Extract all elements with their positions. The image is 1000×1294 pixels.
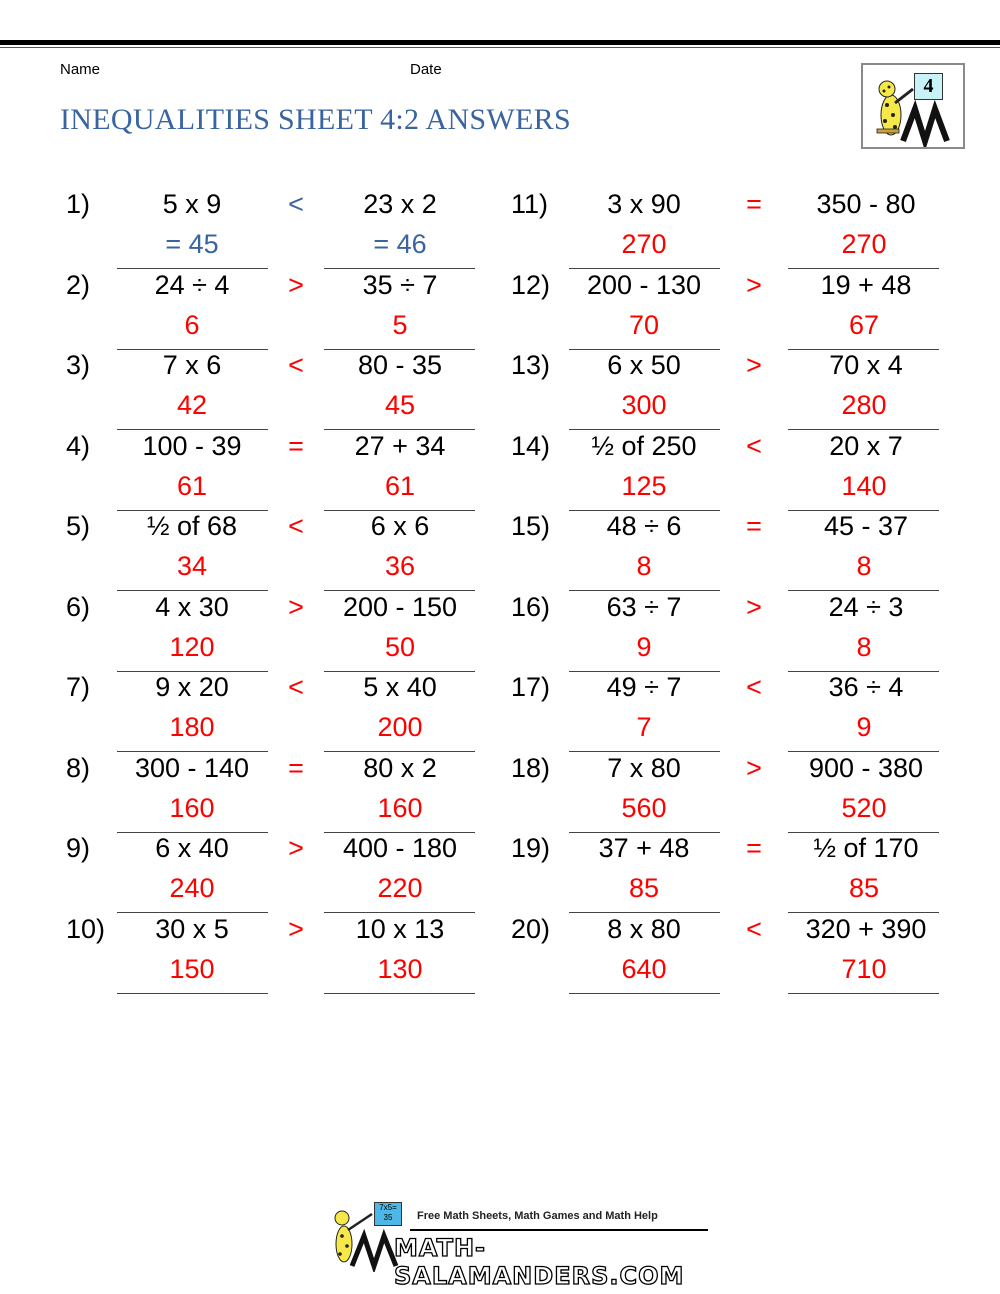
left-value: 6	[184, 309, 200, 340]
salamander-logo	[861, 63, 965, 149]
right-value: 8	[856, 551, 872, 581]
left-value: = 45	[165, 229, 219, 259]
footer-rule	[410, 1229, 708, 1231]
left-value: 34	[176, 551, 208, 581]
comparison-sign: =	[746, 189, 762, 219]
right-expression: 80 - 35	[357, 350, 443, 380]
comparison-sign: >	[288, 591, 304, 622]
problem-number: 4)	[66, 430, 91, 461]
left-value: 120	[169, 631, 215, 662]
problem-number: 7)	[66, 672, 91, 702]
right-expression: 24 ÷ 3	[828, 591, 904, 622]
problem-number: 10)	[66, 913, 106, 944]
comparison-sign: <	[288, 511, 304, 541]
right-value: 140	[841, 470, 887, 501]
right-value: 130	[377, 953, 423, 984]
left-value: 560	[621, 792, 667, 823]
problem-number: 11)	[511, 189, 549, 219]
problem-number: 17)	[511, 672, 551, 702]
comparison-sign: <	[288, 189, 304, 219]
comparison-sign: =	[288, 430, 304, 461]
right-expression: 400 - 180	[342, 833, 458, 863]
comparison-sign: >	[288, 269, 304, 300]
comparison-sign: <	[288, 350, 304, 380]
left-answer-line	[569, 993, 720, 994]
left-expression: 63 ÷ 7	[606, 591, 682, 622]
right-value: = 46	[373, 229, 427, 259]
right-expression: 20 x 7	[829, 430, 903, 461]
left-expression: 3 x 90	[607, 189, 681, 219]
right-value: 160	[377, 792, 423, 823]
right-expression: 80 x 2	[363, 752, 437, 783]
left-expression: 8 x 80	[607, 913, 681, 944]
top-border	[0, 40, 1000, 45]
right-expression: 320 + 390	[805, 913, 927, 944]
problem-number: 13)	[511, 350, 551, 380]
problem-number: 5)	[66, 511, 91, 541]
left-value: 42	[176, 390, 208, 420]
left-expression: 9 x 20	[155, 672, 229, 702]
right-value: 8	[856, 631, 872, 662]
salamander-icon	[863, 65, 963, 147]
top-border-thin	[0, 47, 1000, 48]
right-value: 200	[377, 712, 423, 742]
right-expression: 23 x 2	[363, 189, 437, 219]
comparison-sign: >	[746, 350, 762, 380]
left-value: 270	[621, 229, 667, 259]
right-expression: 19 + 48	[820, 269, 912, 300]
left-expression: 49 ÷ 7	[606, 672, 682, 702]
right-expression: 27 + 34	[354, 430, 446, 461]
left-expression: 4 x 30	[155, 591, 229, 622]
grade-board: 4	[914, 73, 943, 100]
right-value: 36	[384, 551, 416, 581]
problem-number: 15)	[511, 511, 551, 541]
left-value: 180	[169, 712, 215, 742]
left-expression: 5 x 9	[162, 189, 222, 219]
right-expression: 10 x 13	[355, 913, 445, 944]
right-value: 710	[841, 953, 887, 984]
right-expression: 6 x 6	[370, 511, 430, 541]
left-expression: 48 ÷ 6	[606, 511, 682, 541]
comparison-sign: <	[746, 913, 762, 944]
problem-number: 19)	[511, 833, 551, 863]
name-label: Name	[60, 61, 101, 78]
right-expression: 350 - 80	[816, 189, 916, 219]
footer-logo	[322, 1200, 712, 1290]
left-expression: 6 x 40	[155, 833, 229, 863]
left-value: 160	[169, 792, 215, 823]
footer-tagline: Free Math Sheets, Math Games and Math Help	[417, 1210, 658, 1222]
left-value: 9	[636, 631, 652, 662]
comparison-sign: <	[288, 672, 304, 702]
right-value: 220	[377, 873, 423, 903]
left-value: 70	[628, 309, 660, 340]
left-expression: 30 x 5	[155, 913, 229, 944]
left-expression: 200 - 130	[586, 269, 702, 300]
right-answer-line	[788, 993, 939, 994]
comparison-sign: >	[288, 913, 304, 944]
right-value: 9	[856, 712, 872, 742]
footer-site-name: MATH-SALAMANDERS.COM	[394, 1234, 685, 1290]
left-value: 150	[169, 953, 215, 984]
left-value: 640	[621, 953, 667, 984]
comparison-sign: >	[288, 833, 304, 863]
left-value: 300	[621, 390, 667, 420]
left-expression: 7 x 80	[607, 752, 681, 783]
comparison-sign: <	[746, 672, 762, 702]
problem-number: 2)	[66, 269, 91, 300]
comparison-sign: =	[746, 833, 762, 863]
left-value: 7	[636, 712, 652, 742]
problem-number: 18)	[511, 752, 551, 783]
problem-number: 20)	[511, 913, 551, 944]
left-expression: 100 - 39	[142, 430, 242, 461]
comparison-sign: =	[746, 511, 762, 541]
footer-board: 7x5= 35	[374, 1202, 402, 1226]
comparison-sign: >	[746, 591, 762, 622]
right-value: 67	[848, 309, 880, 340]
right-value: 520	[841, 792, 887, 823]
page-title: INEQUALITIES SHEET 4:2 ANSWERS	[60, 103, 571, 136]
left-expression: 37 + 48	[598, 833, 690, 863]
date-label: Date	[410, 61, 442, 78]
right-expression: 35 ÷ 7	[362, 269, 438, 300]
right-value: 45	[384, 390, 416, 420]
problem-number: 16)	[511, 591, 551, 622]
left-value: 240	[169, 873, 215, 903]
left-expression: ½ of 68	[146, 511, 238, 541]
left-value: 8	[636, 551, 652, 581]
right-value: 5	[392, 309, 408, 340]
comparison-sign: <	[746, 430, 762, 461]
left-expression: 7 x 6	[162, 350, 222, 380]
problem-number: 9)	[66, 833, 91, 863]
left-answer-line	[117, 993, 268, 994]
comparison-sign: >	[746, 269, 762, 300]
right-value: 61	[384, 470, 416, 501]
comparison-sign: >	[746, 752, 762, 783]
right-expression: 45 - 37	[823, 511, 909, 541]
comparison-sign: =	[288, 752, 304, 783]
right-answer-line	[324, 993, 475, 994]
problem-number: 6)	[66, 591, 91, 622]
left-value: 85	[628, 873, 660, 903]
problem-number: 1)	[66, 189, 91, 219]
right-expression: 5 x 40	[363, 672, 437, 702]
left-expression: ½ of 250	[591, 430, 697, 461]
right-expression: ½ of 170	[813, 833, 919, 863]
problem-number: 8)	[66, 752, 91, 783]
right-value: 85	[848, 873, 880, 903]
right-expression: 70 x 4	[829, 350, 903, 380]
right-expression: 36 ÷ 4	[828, 672, 904, 702]
left-value: 125	[621, 470, 667, 501]
problem-number: 12)	[511, 269, 551, 300]
left-expression: 24 ÷ 4	[154, 269, 230, 300]
left-expression: 300 - 140	[134, 752, 250, 783]
problem-number: 3)	[66, 350, 91, 380]
right-value: 280	[841, 390, 887, 420]
right-expression: 900 - 380	[808, 752, 924, 783]
left-value: 61	[176, 470, 208, 501]
right-value: 270	[841, 229, 887, 259]
problem-number: 14)	[511, 430, 551, 461]
right-expression: 200 - 150	[342, 591, 458, 622]
left-expression: 6 x 50	[607, 350, 681, 380]
right-value: 50	[384, 631, 416, 662]
